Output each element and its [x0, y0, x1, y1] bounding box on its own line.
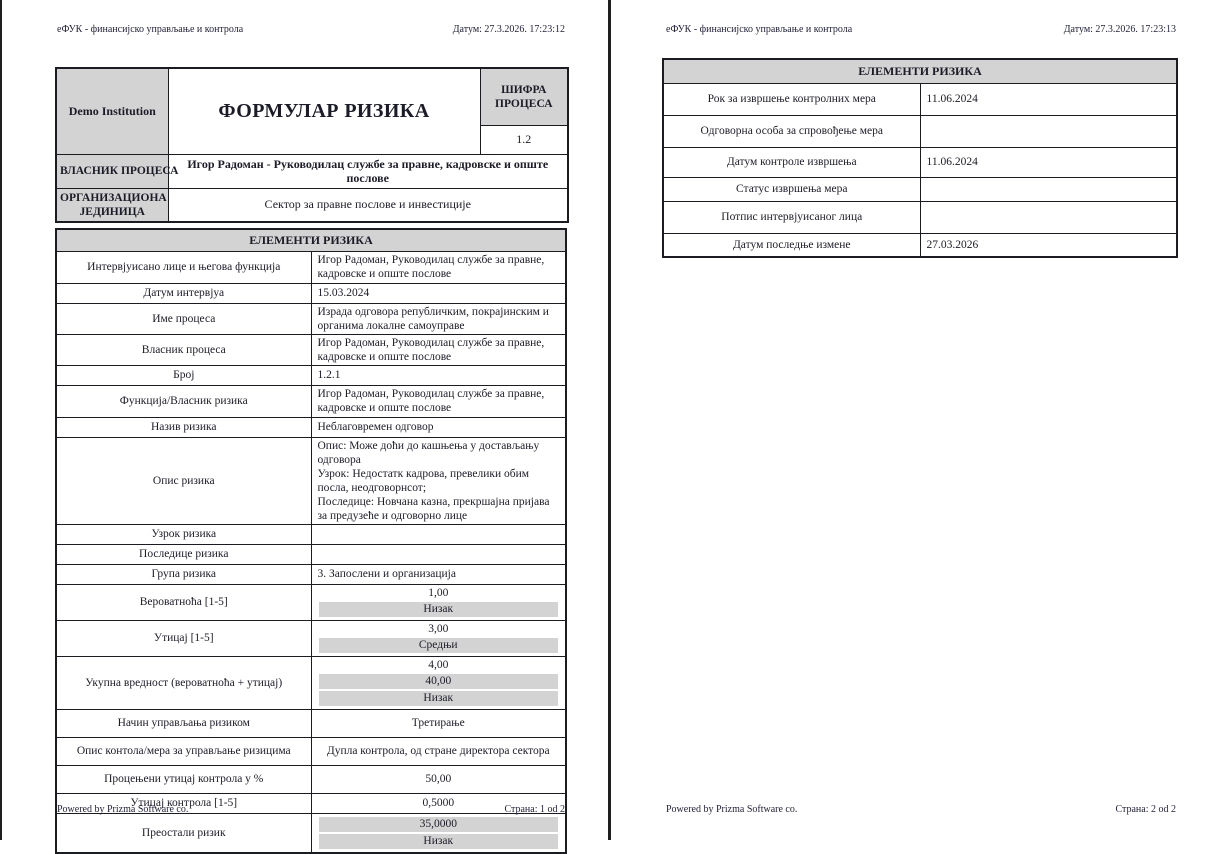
row-label-risk-consequences: Последице ризика [56, 544, 311, 564]
row-label-risk-description: Опис ризика [56, 437, 311, 524]
impact-level-bar: Средњи [319, 638, 559, 653]
row-label-interviewee-signature: Потпис интервјуисаног лица [663, 201, 920, 233]
row-value-process-owner: Игор Радоман, Руководилац службе за правне, кадровске и опште послове [311, 334, 566, 365]
org-unit-value: Сектор за правне послове и инвестиције [168, 188, 568, 222]
page2-number: Страна: 2 od 2 [1115, 804, 1176, 815]
row-label-risk-group: Група ризика [56, 564, 311, 584]
risk-elements-table-page2 [662, 58, 1178, 258]
row-label-interview-date: Датум интервјуа [56, 283, 311, 303]
row-value-responsible-person [920, 115, 1177, 147]
row-value-risk-consequences [311, 544, 566, 564]
row-label-responsible-person: Одговорна особа за спровођење мера [663, 115, 920, 147]
row-label-process-owner: Власник процеса [56, 334, 311, 365]
app-title: еФУК - финансијско управљање и контрола [666, 24, 853, 35]
page1-date: Датум: 27.3.2026. 17:23:12 [452, 24, 565, 35]
risk-elements-table-page1 [55, 228, 567, 854]
probability-level-bar: Низак [319, 602, 559, 617]
risk-description-line1: Опис: Може доћи до кашњења у достављању одговора [317, 439, 540, 466]
process-owner-label: ВЛАСНИК ПРОЦЕСА [56, 154, 168, 188]
page1-header [57, 24, 565, 35]
app-title: еФУК - финансијско управљање и контрола [57, 24, 244, 35]
row-label-control-deadline: Рок за извршење контролних мера [663, 83, 920, 115]
row-label-control-execution-date: Датум контроле извршења [663, 147, 920, 177]
powered-by-text: Powered by Prizma Software co. [57, 804, 189, 815]
row-value-risk-group: 3. Запослени и организација [311, 564, 566, 584]
process-code-label: ШИФРА ПРОЦЕСА [480, 68, 568, 125]
row-value-last-modified-date: 27.03.2026 [920, 233, 1177, 257]
probability-value: 1,00 [428, 586, 449, 599]
page2-header [666, 24, 1176, 35]
row-label-risk-name: Назив ризика [56, 417, 311, 437]
row-value-interview-date: 15.03.2024 [311, 283, 566, 303]
row-label-process-name: Име процеса [56, 303, 311, 334]
process-code-value: 1.2 [480, 125, 568, 154]
row-value-management-method: Третирање [311, 709, 566, 737]
row-label-control-impact: Утицај контрола [1-5] [56, 793, 311, 813]
row-label-residual-risk: Преостали ризик [56, 813, 311, 853]
row-label-risk-cause: Узрок ризика [56, 524, 311, 544]
institution-cell: Demo Institution [56, 68, 168, 154]
row-label-risk-owner-function: Функција/Власник ризика [56, 385, 311, 417]
row-value-interviewee: Игор Радоман, Руководилац службе за правне, кадровске и опште послове [311, 251, 566, 283]
total-score-bar: 40,00 [319, 674, 559, 689]
document-page-2 [611, 0, 1219, 840]
row-value-risk-description [311, 437, 566, 524]
page1-number: Страна: 1 od 2 [504, 804, 565, 815]
residual-risk-level-bar: Низак [319, 834, 559, 849]
org-unit-label: ОРГАНИЗАЦИОНА ЈЕДИНИЦА [56, 188, 168, 222]
row-value-control-deadline: 11.06.2024 [920, 83, 1177, 115]
page2-footer [666, 804, 1176, 815]
row-label-controls-description: Опис контола/мера за управљање ризицима [56, 737, 311, 765]
row-value-controls-description: Дупла контрола, од стране директора сектора [311, 737, 566, 765]
total-value: 4,00 [428, 658, 449, 671]
row-value-risk-name: Неблаговремен одговор [311, 417, 566, 437]
form-title: ФОРМУЛАР РИЗИКА [168, 68, 480, 154]
row-label-probability: Вероватноћа [1-5] [56, 584, 311, 620]
row-label-management-method: Начин управљања ризиком [56, 709, 311, 737]
powered-by-text: Powered by Prizma Software co. [666, 804, 798, 815]
row-label-estimated-control-impact: Процењени утицај контрола у % [56, 765, 311, 793]
document-page-1 [2, 0, 608, 847]
page2-date: Датум: 27.3.2026. 17:23:13 [1063, 24, 1176, 35]
row-value-total-value [311, 656, 566, 709]
row-value-control-impact: 0,5000 [311, 793, 566, 813]
elements-table-header: ЕЛЕМЕНТИ РИЗИКА [56, 229, 566, 251]
row-value-control-execution-date: 11.06.2024 [920, 147, 1177, 177]
page1-footer [57, 804, 565, 815]
row-value-probability [311, 584, 566, 620]
row-value-process-name: Израда одговора републичким, покрајинским и органима локалне самоуправе [311, 303, 566, 334]
row-value-measure-status [920, 177, 1177, 201]
total-level-bar: Низак [319, 691, 559, 706]
row-value-estimated-control-impact: 50,00 [311, 765, 566, 793]
risk-form-title-table [55, 67, 569, 223]
row-label-interviewee: Интервјуисано лице и његова функција [56, 251, 311, 283]
row-label-number: Број [56, 365, 311, 385]
row-label-impact: Утицај [1-5] [56, 620, 311, 656]
elements-table-header: ЕЛЕМЕНТИ РИЗИКА [663, 59, 1177, 83]
risk-description-line3: Последице: Новчана казна, прекршајна пријава за предузеће и одговорно лице [317, 495, 550, 522]
row-value-impact [311, 620, 566, 656]
row-label-total-value: Укупна вредност (вероватноћа + утицај) [56, 656, 311, 709]
row-label-last-modified-date: Датум последње измене [663, 233, 920, 257]
residual-risk-score-bar: 35,0000 [319, 817, 559, 832]
row-value-risk-owner-function: Игор Радоман, Руководилац службе за правне, кадровске и опште послове [311, 385, 566, 417]
impact-value: 3,00 [428, 622, 449, 635]
row-value-number: 1.2.1 [311, 365, 566, 385]
process-owner-value: Игор Радоман - Руководилац службе за правне, кадровске и опште послове [168, 154, 568, 188]
risk-description-line2: Узрок: Недостатк кадрова, превелики обим посла, неодговорнсот; [317, 467, 530, 494]
row-value-interviewee-signature [920, 201, 1177, 233]
row-value-residual-risk [311, 813, 566, 853]
row-label-measure-status: Статус извршења мера [663, 177, 920, 201]
row-value-risk-cause [311, 524, 566, 544]
